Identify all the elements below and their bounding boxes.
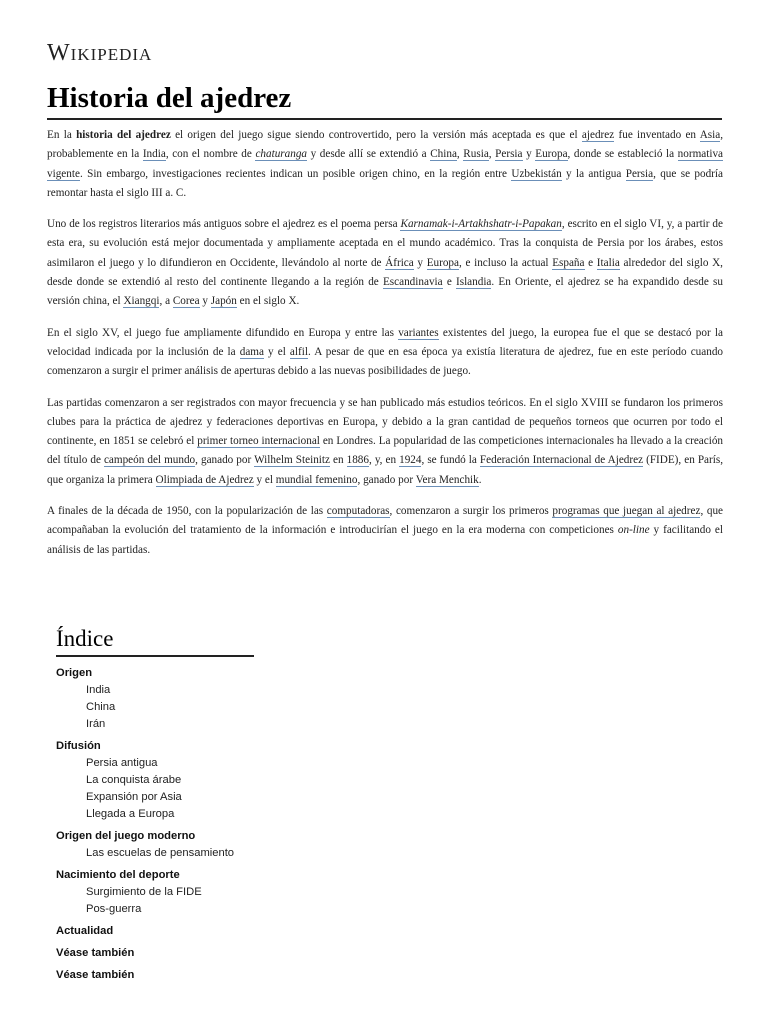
link-persia[interactable]: Persia — [495, 148, 523, 161]
link-karnamak[interactable] — [400, 218, 561, 231]
link-dama[interactable]: dama — [239, 345, 264, 358]
link-campeon-del-mundo[interactable]: campeón del mundo — [103, 454, 196, 467]
wikipedia-logo[interactable]: Wikipedia — [47, 40, 153, 66]
text: , se fundó la — [421, 454, 480, 467]
article — [47, 0, 723, 572]
text: existentes del juego, la europea fue el que se destacó por la velocidad indicada por la inclusión de la — [47, 326, 723, 358]
toc-sub-iran[interactable]: Irán — [86, 718, 106, 730]
toc-group-actualidad — [56, 923, 276, 940]
link-europa-2[interactable]: Europa — [426, 256, 459, 269]
text: en el siglo X. — [236, 295, 300, 308]
text: , ganado por — [195, 454, 255, 467]
toc-section-difusion[interactable]: Difusión — [56, 740, 101, 752]
text: Las partidas comenzaron a ser registrados con mayor frecuencia y se han publicado más estudios teóricos. En el siglo XVIII se fundaron los primeros clubes para la práctica de ajedrez y federaciones deportivas en Europa, y debido a la gran cantidad de pequeños torneos que ocurren por todo el continente, en 1851 se celebró el — [47, 396, 723, 448]
toc-section-deporte[interactable]: Nacimiento del deporte — [56, 869, 180, 881]
article-body — [47, 126, 723, 560]
text: , probablemente en la — [47, 129, 723, 161]
page-title: Historia del ajedrez — [47, 80, 722, 120]
toc-group-vease-2 — [56, 967, 276, 984]
link-1924[interactable]: 1924 — [399, 454, 422, 467]
text: . Sin embargo, investigaciones recientes indican un posible origen chino, en la región entre — [79, 167, 512, 180]
link-olimpiada[interactable]: Olimpiada de Ajedrez — [155, 473, 254, 486]
text: y facilitando el análisis de las partidas. — [47, 524, 723, 556]
text: . — [478, 473, 482, 486]
link-corea[interactable]: Corea — [172, 295, 200, 308]
link-mundial-femenino[interactable]: mundial femenino — [275, 473, 358, 486]
toc-section-vease-tambien-2[interactable]: Véase también — [56, 969, 135, 981]
text: y — [199, 295, 211, 308]
toc-sub-escuelas[interactable]: Las escuelas de pensamiento — [86, 847, 235, 859]
text: alrededor del siglo X, desde donde se extendió al resto del continente llegando a la región de — [47, 256, 723, 289]
toc-group-deporte — [56, 867, 276, 918]
toc-sub-pos-guerra[interactable]: Pos-guerra — [86, 903, 142, 915]
link-1886[interactable]: 1886 — [346, 454, 369, 467]
toc-section-origen[interactable]: Origen — [56, 667, 93, 679]
text: . A pesar de que en esa época ya existía literatura de ajedrez, fue en este período cuando comenzaron a surgir el primer análisis de aperturas debido a las nuevas posibilidades de juego. — [47, 345, 724, 378]
toc-sub-llegada-europa[interactable]: Llegada a Europa — [86, 808, 175, 820]
toc-sub-expansion-asia[interactable]: Expansión por Asia — [86, 791, 182, 803]
text: , a — [159, 295, 173, 308]
italic-term: on-line — [617, 524, 650, 537]
paragraph-intro — [47, 126, 723, 203]
link-escandinavia[interactable]: Escandinavia — [382, 276, 443, 289]
link-asia[interactable]: Asia — [699, 129, 721, 141]
toc-sub-china[interactable]: China — [86, 701, 116, 713]
text: En el siglo XV, el juego fue ampliamente difundido en Europa y entre las — [47, 326, 399, 339]
link-persia-antigua[interactable]: Persia — [625, 167, 654, 180]
text: , que se podría remontar hasta el siglo III a. C. — [47, 167, 723, 199]
link-vera-menchik[interactable]: Vera Menchik — [415, 473, 479, 486]
link-chaturanga[interactable] — [255, 148, 307, 161]
text: en — [329, 454, 347, 467]
link-japon[interactable]: Japón — [210, 295, 237, 308]
toc-group-origen — [56, 665, 276, 733]
text: el origen del juego sigue siendo controvertido, pero la versión más aceptada es que el — [170, 129, 582, 141]
text: , — [488, 148, 496, 161]
link-europa[interactable]: Europa — [535, 148, 568, 161]
toc-group-juego-moderno — [56, 828, 276, 862]
link-text: chaturanga — [255, 148, 308, 161]
text: y la antigua — [561, 167, 626, 180]
text: fue inventado en — [614, 129, 700, 141]
link-wilhelm-steinitz[interactable]: Wilhelm Steinitz — [254, 454, 330, 467]
text: . En Oriente, el ajedrez se ha expandido desde su versión china, el — [47, 276, 723, 308]
link-variantes[interactable]: variantes — [398, 326, 439, 339]
link-text: Karnamak-i-Artakhshatr-i-Papakan — [400, 218, 562, 231]
text: en Londres. La popularidad de las competiciones internacionales ha llevado a la creación del título de — [47, 435, 724, 467]
text: e — [442, 276, 456, 289]
bold-term: historia del ajedrez — [76, 129, 171, 141]
toc-sub-conquista-arabe[interactable]: La conquista árabe — [86, 774, 182, 786]
link-normativa-vigente[interactable]: normativa vigente — [47, 148, 724, 180]
link-uzbekistan[interactable]: Uzbekistán — [511, 167, 562, 180]
text: , — [456, 148, 464, 161]
text: En la — [47, 129, 77, 141]
text: y el — [263, 345, 290, 358]
text: , comenzaron a surgir los primeros — [389, 505, 553, 518]
toc-sub-persia-antigua[interactable]: Persia antigua — [86, 757, 158, 769]
paragraph-difusion — [47, 215, 723, 311]
paragraph-partidas — [47, 394, 723, 490]
table-of-contents — [56, 624, 276, 989]
link-programas-ajedrez[interactable]: programas que juegan al ajedrez — [552, 505, 701, 518]
link-espana[interactable]: España — [552, 256, 585, 269]
text: , escrito en el siglo VI, y, a partir de esta era, su evolución está mejor documentada y ampliamente aceptada en el mundo académico. Tras la conquista de Persia por los árabes, estos asimilaron el juego y lo difundieron en Occidente, llevándolo al norte de — [47, 218, 723, 269]
link-xiangqi[interactable]: Xiangqi — [123, 295, 160, 308]
link-ajedrez[interactable]: ajedrez — [581, 129, 615, 141]
link-primer-torneo[interactable]: primer torneo internacional — [197, 435, 320, 448]
text: Uno de los registros literarios más antiguos sobre el ajedrez es el poema persa — [47, 218, 401, 231]
link-computadoras[interactable]: computadoras — [326, 505, 390, 518]
text: y desde allí se extendió a — [307, 148, 431, 161]
link-islandia[interactable]: Islandia — [455, 276, 492, 289]
text: , donde se estableció la — [567, 148, 678, 161]
link-india[interactable]: India — [142, 148, 166, 161]
text: , que acompañaban la evolución del tratamiento de la información e introducirían el juego en la era moderna con competiciones — [47, 505, 724, 537]
link-china[interactable]: China — [430, 148, 457, 161]
text: , y, en — [368, 454, 400, 467]
text: , ganado por — [357, 473, 416, 486]
link-rusia[interactable]: Rusia — [463, 148, 489, 161]
toc-sub-india[interactable]: India — [86, 684, 111, 696]
text: y el — [253, 473, 276, 486]
text: , e incluso la actual — [459, 256, 553, 269]
paragraph-siglo-xv — [47, 324, 723, 382]
text: , con el nombre de — [165, 148, 256, 161]
toc-title: Índice — [56, 624, 254, 657]
toc-group-difusion — [56, 738, 276, 823]
toc-section-juego-moderno[interactable]: Origen del juego moderno — [56, 830, 196, 842]
toc-group-vease — [56, 945, 276, 962]
text: e — [584, 256, 597, 269]
paragraph-computadoras — [47, 502, 723, 560]
link-africa[interactable]: África — [385, 256, 414, 269]
toc-sub-fide[interactable]: Surgimiento de la FIDE — [86, 886, 202, 898]
text: y — [522, 148, 536, 161]
toc-section-actualidad[interactable]: Actualidad — [56, 925, 114, 937]
link-alfil[interactable]: alfil — [289, 345, 308, 358]
text: A finales de la década de 1950, con la popularización de las — [47, 505, 327, 518]
text: y — [413, 256, 427, 269]
link-italia[interactable]: Italia — [596, 256, 620, 269]
toc-section-vease-tambien[interactable]: Véase también — [56, 947, 135, 959]
text: (FIDE), en París, que organiza la primera — [47, 454, 723, 486]
link-fide[interactable]: Federación Internacional de Ajedrez — [479, 454, 644, 467]
